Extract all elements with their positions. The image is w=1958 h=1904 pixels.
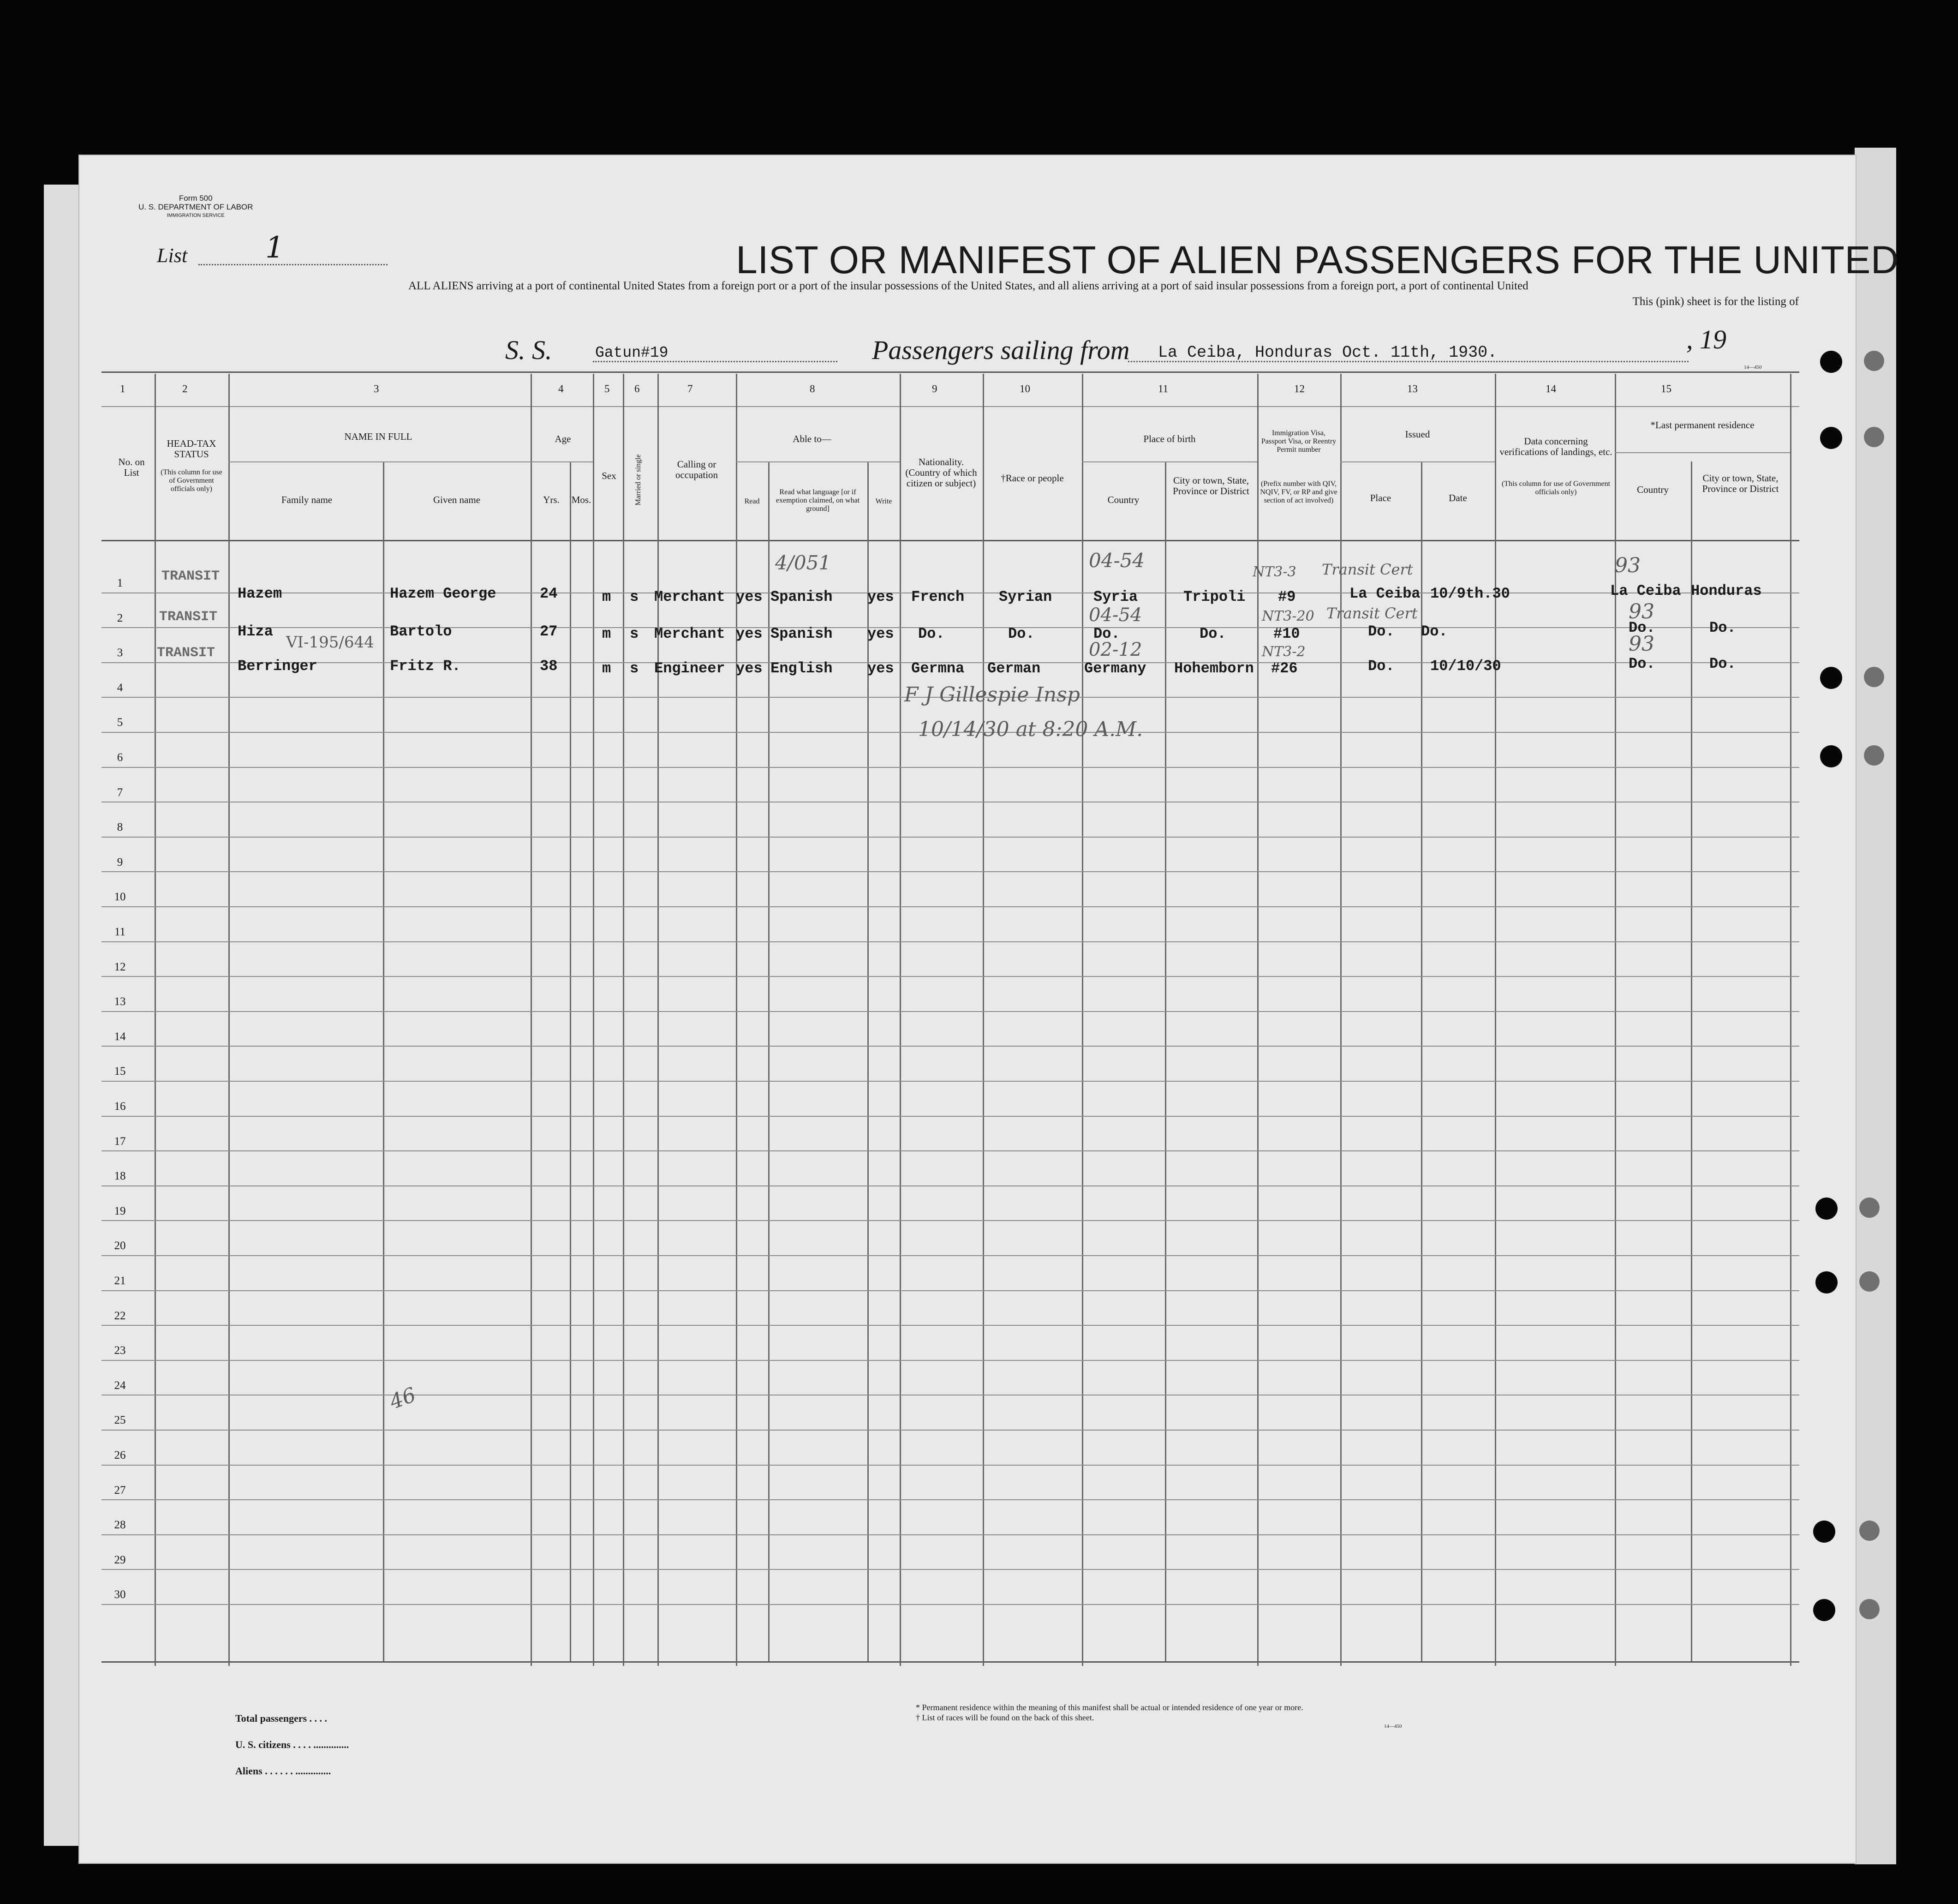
ship-name: Gatun#19	[595, 344, 669, 361]
handwritten-code: 04-54	[1089, 605, 1142, 626]
issued-place: La Ceiba	[1349, 585, 1421, 602]
col-divider	[736, 374, 737, 1666]
row-rule	[101, 1220, 1799, 1221]
language: English	[770, 660, 833, 677]
row-rule	[101, 1534, 1799, 1535]
transit-stamp: TRANSIT	[161, 569, 220, 584]
subtitle-line-1: ALL ALIENS arriving at a port of continental United States from a foreign port or a port of the insular possessions of the United States, and all aliens arriving at a port of said insular possessions from a foreign port, a port of continental United	[408, 280, 1528, 292]
year-label: , 19	[1686, 324, 1726, 354]
row-rule	[101, 1046, 1799, 1047]
row-number: 24	[114, 1379, 126, 1392]
punch-hole	[1813, 1599, 1835, 1621]
sex: m	[602, 588, 611, 605]
totals-section	[235, 1705, 349, 1784]
residence-country: Do.	[1629, 655, 1655, 672]
row-number: 29	[114, 1553, 126, 1566]
row-number: 22	[114, 1309, 126, 1322]
sailing-label: Passengers sailing from	[872, 335, 1130, 365]
given-name: Fritz R.	[390, 658, 461, 675]
punch-hole	[1820, 667, 1842, 689]
residence-city: Do.	[1709, 655, 1736, 672]
us-citizens-label: U. S. citizens . . . . ..............	[235, 1739, 349, 1750]
residence-country: La Ceiba	[1610, 582, 1681, 599]
handwritten-transit-cert: Transit Cert	[1326, 605, 1418, 622]
birth-city: Do.	[1200, 625, 1226, 642]
row-rule	[101, 1430, 1799, 1431]
row-rule	[101, 1255, 1799, 1256]
row-rule	[101, 871, 1799, 872]
column-number: 4	[558, 383, 564, 395]
list-underline	[198, 264, 388, 265]
row-rule	[101, 627, 1799, 628]
race: Do.	[1008, 625, 1035, 642]
department-name: U. S. DEPARTMENT OF LABOR	[138, 203, 253, 211]
row-number: 3	[117, 647, 123, 659]
header-visa: Immigration Visa, Passport Visa, or Reentry Permit number	[1261, 429, 1337, 454]
col-divider	[983, 374, 984, 1666]
handwritten-visa-code: NT3-20	[1262, 608, 1314, 624]
manifest-sheet	[78, 155, 1857, 1864]
row-rule	[101, 1116, 1799, 1117]
column-number: 3	[374, 383, 379, 395]
column-number: 2	[182, 383, 188, 395]
issued-place: Do.	[1368, 658, 1395, 675]
list-label: List	[157, 244, 188, 267]
family-name: Berringer	[238, 658, 317, 675]
residence-country: Do.	[1629, 619, 1655, 636]
header-read: Read	[744, 497, 760, 505]
column-number: 15	[1661, 383, 1671, 395]
punch-hole	[1820, 745, 1842, 767]
header-issued: Issued	[1405, 429, 1430, 440]
header-verifications-note: (This column for use of Government officials only)	[1501, 480, 1611, 496]
punch-hole-back	[1864, 351, 1884, 371]
can-read: yes	[736, 588, 763, 605]
row-rule	[101, 1360, 1799, 1361]
ship-underline	[593, 361, 837, 362]
col-divider	[1421, 461, 1422, 1661]
grid-top-line	[101, 371, 1799, 373]
row-number: 12	[114, 960, 126, 973]
nationality: Germna	[911, 660, 965, 677]
header-sex: Sex	[602, 470, 616, 481]
column-number: 14	[1546, 383, 1556, 395]
can-read: yes	[736, 625, 763, 642]
service-name: IMMIGRATION SERVICE	[167, 213, 225, 218]
col-divider	[228, 374, 230, 1666]
col-divider	[1790, 374, 1791, 1666]
row-number: 14	[114, 1030, 126, 1043]
race: Syrian	[999, 588, 1052, 605]
row-rule	[101, 1325, 1799, 1326]
ss-label: S. S.	[505, 335, 552, 365]
column-number: 1	[120, 383, 125, 395]
row-number: 20	[114, 1239, 126, 1252]
col-divider	[768, 461, 770, 1661]
given-name: Hazem George	[390, 585, 496, 602]
row-number: 7	[117, 786, 123, 799]
header-mos: Mos.	[571, 494, 591, 505]
punch-hole-back	[1864, 667, 1884, 687]
header-birth-city: City or town, State, Province or District	[1173, 475, 1249, 497]
header-issued-place: Place	[1370, 492, 1391, 503]
form-identifier	[138, 194, 253, 220]
handwritten-visa-code: NT3-3	[1253, 564, 1296, 580]
row-number: 19	[114, 1204, 126, 1217]
able-subheader-line	[736, 461, 900, 462]
row-number: 21	[114, 1275, 126, 1287]
col-divider	[570, 461, 571, 1661]
row-number: 16	[114, 1100, 126, 1113]
row-number: 26	[114, 1449, 126, 1461]
header-head-tax-note: (This column for use of Government officials only)	[161, 468, 222, 493]
language: Spanish	[770, 625, 833, 642]
issued-date: Do.	[1421, 623, 1448, 640]
page-mark: 46	[386, 1383, 419, 1414]
handwritten-transit-cert: Transit Cert	[1322, 561, 1413, 578]
footnote-races: † List of races will be found on the back of this sheet.	[916, 1713, 1094, 1722]
age-years: 27	[540, 623, 558, 640]
row-rule	[101, 1290, 1799, 1291]
handwritten-residence-code: 93	[1629, 600, 1654, 623]
birth-country: Germany	[1084, 660, 1146, 677]
given-name: Bartolo	[390, 623, 452, 640]
transit-stamp: TRANSIT	[157, 645, 215, 661]
row-rule	[101, 1465, 1799, 1466]
row-number: 17	[114, 1135, 126, 1148]
marital-status: s	[630, 625, 639, 642]
can-write: yes	[867, 625, 894, 642]
col-divider	[900, 374, 901, 1666]
visa-number: #10	[1273, 625, 1300, 642]
age-years: 38	[540, 658, 558, 675]
age-subheader-line	[531, 461, 593, 462]
header-age: Age	[555, 433, 571, 444]
inspector-date: 10/14/30 at 8:20 A.M.	[918, 718, 1143, 741]
header-res-country: Country	[1637, 484, 1669, 495]
row-number: 10	[114, 891, 126, 904]
header-calling: Calling or occupation	[675, 459, 718, 480]
issued-subheader-line	[1340, 461, 1495, 462]
row-number: 23	[114, 1344, 126, 1357]
occupation: Merchant	[654, 625, 725, 642]
handwritten-residence-code: 93	[1615, 554, 1641, 577]
header-married: Married or single	[634, 454, 642, 506]
punch-hole	[1815, 1271, 1838, 1293]
row-rule	[101, 1081, 1799, 1082]
row-number: 27	[114, 1484, 126, 1497]
grid-header-line	[101, 540, 1799, 541]
row-number: 5	[117, 716, 123, 729]
marital-status: s	[630, 588, 639, 605]
punch-hole	[1815, 1197, 1838, 1220]
header-able-to: Able to—	[793, 433, 831, 444]
header-res-city: City or town, State, Province or District	[1702, 473, 1779, 494]
language: Spanish	[770, 588, 833, 605]
col-divider	[657, 374, 659, 1666]
col-divider	[623, 374, 624, 1666]
row-rule	[101, 976, 1799, 977]
row-number: 25	[114, 1414, 126, 1427]
header-no-on-list: No. on List	[118, 456, 145, 478]
issued-date: 10/10/30	[1430, 658, 1501, 675]
punch-hole	[1820, 351, 1842, 373]
sex: m	[602, 660, 611, 677]
punch-hole-back	[1859, 1599, 1880, 1619]
occupation: Merchant	[654, 588, 725, 605]
punch-hole-back	[1859, 1521, 1880, 1541]
sex: m	[602, 625, 611, 642]
col-divider	[1691, 461, 1692, 1661]
handwritten-residence-code: 93	[1629, 632, 1654, 656]
header-issued-date: Date	[1449, 492, 1467, 503]
nationality: Do.	[918, 625, 945, 642]
col-divider	[1165, 461, 1166, 1661]
col-divider	[1082, 374, 1083, 1666]
row-number: 1	[117, 577, 123, 589]
row-rule	[101, 1011, 1799, 1012]
handwritten-code: 04-54	[1089, 549, 1145, 572]
header-nationality: Nationality. (Country of which citizen or subject)	[905, 456, 977, 489]
punch-hole	[1813, 1521, 1835, 1543]
column-number: 12	[1294, 383, 1305, 395]
row-number: 15	[114, 1065, 126, 1078]
header-name-in-full: NAME IN FULL	[344, 431, 412, 442]
visa-number: #26	[1271, 660, 1298, 677]
header-visa-note: (Prefix number with QIV, NQIV, FV, or RP and give section of act involved)	[1260, 480, 1337, 504]
col-divider	[383, 461, 384, 1661]
row-number: 4	[117, 681, 123, 694]
footnote-residence: * Permanent residence within the meaning of this manifest shall be actual or intended residence of one year or more.	[916, 1703, 1303, 1712]
aliens-label: Aliens . . . . . . ..............	[235, 1765, 331, 1777]
row-number: 28	[114, 1519, 126, 1532]
issued-date: 10/9th.30	[1430, 585, 1510, 602]
page-edge-left	[44, 185, 80, 1846]
header-given-name: Given name	[433, 494, 481, 505]
header-read-language: Read what language [or if exemption claimed, on what ground]	[776, 488, 860, 513]
row-number: 6	[117, 751, 123, 764]
row-number: 13	[114, 995, 126, 1008]
birth-subheader-line	[1082, 461, 1257, 462]
page-title: LIST OR MANIFEST OF ALIEN PASSENGERS FOR THE UNITED	[736, 238, 1899, 281]
can-write: yes	[867, 660, 894, 677]
column-number: 10	[1020, 383, 1030, 395]
row-number: 9	[117, 856, 123, 868]
column-number-row	[101, 374, 1799, 406]
birth-country: Syria	[1093, 588, 1138, 605]
row-rule	[101, 1150, 1799, 1151]
header-write: Write	[875, 497, 892, 505]
header-yrs: Yrs.	[543, 494, 560, 505]
column-number: 11	[1158, 383, 1169, 395]
form-code-top: 14—450	[1744, 365, 1762, 370]
handwritten-code: 02-12	[1089, 639, 1142, 660]
column-number: 7	[687, 383, 693, 395]
punch-hole-back	[1859, 1271, 1880, 1292]
family-name: Hiza	[238, 623, 273, 640]
punch-hole-back	[1864, 427, 1884, 447]
birth-city: Tripoli	[1183, 588, 1246, 605]
residence-city: Do.	[1709, 619, 1736, 636]
total-passengers-label: Total passengers . . . .	[235, 1712, 328, 1724]
handwritten-language-note: 4/051	[775, 551, 831, 574]
issued-place: Do.	[1368, 623, 1395, 640]
header-residence: *Last permanent residence	[1650, 419, 1755, 431]
column-number: 5	[604, 383, 610, 395]
row-rule	[101, 1569, 1799, 1570]
header-place-of-birth: Place of birth	[1143, 433, 1196, 444]
punch-hole-back	[1864, 745, 1884, 766]
occupation: Engineer	[654, 660, 725, 677]
birth-country: Do.	[1093, 625, 1120, 642]
row-rule	[101, 906, 1799, 907]
race: German	[987, 660, 1041, 677]
birth-city: Hohemborn	[1174, 660, 1254, 677]
col-divider	[1495, 374, 1496, 1666]
header-head-tax: HEAD-TAX STATUS	[167, 438, 216, 460]
can-write: yes	[867, 588, 894, 605]
row-number: 30	[114, 1588, 126, 1601]
row-number: 18	[114, 1170, 126, 1183]
sailing-port: La Ceiba, Honduras Oct. 11th, 1930.	[1158, 343, 1498, 362]
subtitle-line-2: This (pink) sheet is for the listing of	[1632, 295, 1799, 308]
handwritten-reference: VI-195/644	[286, 633, 374, 652]
header-race: †Race or people	[1001, 473, 1064, 484]
can-read: yes	[736, 660, 763, 677]
header-verifications: Data concerning verifications of landings, etc.	[1499, 436, 1612, 457]
form-code: 14—450	[1384, 1724, 1402, 1729]
marital-status: s	[630, 660, 639, 677]
handwritten-visa-code: NT3-2	[1262, 644, 1306, 660]
row-rule	[101, 837, 1799, 838]
grid-colnum-line	[101, 406, 1799, 407]
column-number: 9	[932, 383, 937, 395]
col-divider	[593, 374, 594, 1666]
inspector-signature: F J Gillespie Insp	[904, 683, 1080, 707]
form-number: Form 500	[179, 194, 213, 203]
transit-stamp: TRANSIT	[159, 609, 218, 625]
row-number: 2	[117, 611, 123, 624]
row-rule	[101, 1499, 1799, 1500]
grid-bottom-line	[101, 1661, 1799, 1663]
residence-subheader-line	[1615, 452, 1790, 453]
name-subheader-line	[228, 461, 531, 462]
visa-number: #9	[1278, 588, 1296, 605]
col-divider	[155, 374, 156, 1666]
residence-city: Honduras	[1691, 582, 1762, 599]
family-name: Hazem	[238, 585, 282, 602]
punch-hole-back	[1859, 1197, 1880, 1218]
column-number: 8	[810, 383, 815, 395]
column-number: 13	[1407, 383, 1418, 395]
row-number: 8	[117, 821, 123, 834]
column-number: 6	[634, 383, 640, 395]
sailing-underline	[1128, 361, 1689, 362]
row-rule	[101, 767, 1799, 768]
header-family-name: Family name	[281, 494, 333, 505]
header-birth-country: Country	[1107, 494, 1140, 505]
age-years: 24	[540, 585, 558, 602]
row-rule	[101, 1604, 1799, 1605]
row-rule	[101, 941, 1799, 942]
list-value: 1	[265, 231, 284, 265]
col-divider	[531, 374, 532, 1666]
nationality: French	[911, 588, 965, 605]
row-number: 11	[114, 926, 126, 938]
punch-hole	[1820, 427, 1842, 449]
